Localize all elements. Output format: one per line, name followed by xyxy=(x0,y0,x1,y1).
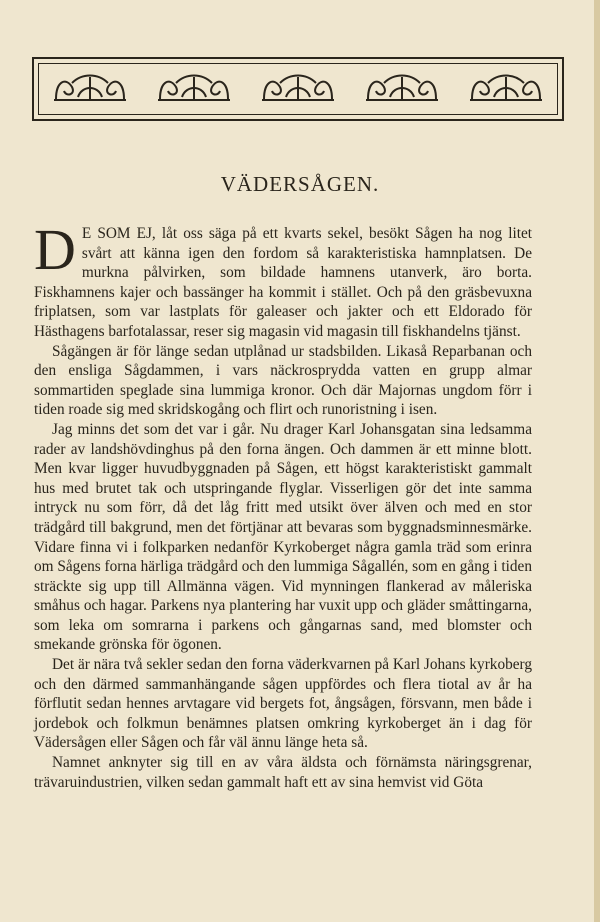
floral-vine-ornament-icon xyxy=(156,71,232,103)
floral-vine-ornament-icon xyxy=(260,71,336,103)
paragraph-5: Namnet anknyter sig till en av våra äldsta och förnämsta näringsgrenar, trävaruindustrien, vilken sedan gammalt haft ett av sina hemvist vid Göta xyxy=(34,754,532,791)
body-text xyxy=(34,217,532,792)
paragraph-1 xyxy=(34,217,532,342)
floral-vine-ornament-icon xyxy=(468,71,544,103)
page-edge xyxy=(594,0,600,922)
ornament-row xyxy=(52,71,544,103)
paragraph-3: Jag minns det som det var i går. Nu drager Karl Johansgatan sina ledsamma rader av landshövdinghus på den forna ängen. Och dammen är ett minne blott. Men kvar ligger huvudbyggnaden på Sågen, ett högst karakteristiskt gammalt hus med brutet tak och utspringande flyglar. Visserligen gör det inte samma intryck nu som förr, då det låg fritt med utsikt över älven och med en stor trädgård till bakgrund, men det förtjänar att bevaras som byggnadsminnesmärke. Vidare finna vi i folkparken nedanför Kyrkoberget några gamla träd som erinra om Sågens forna härliga trädgård och den lummiga Sågallén, som en gång i tiden sträckte sig upp till Allmänna vägen. Vid mynningen flankerad av måleriska småhus och hagar. Parkens nya plantering har vuxit upp och gläder småttingarna, som leka om somrarna i parkens och gångarnas sand, med blomster och smekande grönska för ögonen. xyxy=(34,420,532,654)
floral-vine-ornament-icon xyxy=(52,71,128,103)
drop-cap: D xyxy=(34,217,76,282)
paragraph-2: Sågängen är för länge sedan utplånad ur stadsbilden. Likaså Reparbanan och den ensliga Sågdammen, i vars näckrosprydda vatten en grupp almar sommartiden speglade sina lummiga kronor. Och där Majornas ungdom förr i tiden roade sig med skridskogång och flirt och runoristning i isen. xyxy=(34,342,532,419)
floral-vine-ornament-icon xyxy=(364,71,440,103)
paragraph-4: Det är nära två sekler sedan den forna väderkvarnen på Karl Johans kyrkoberg och den därmed sammanhängande sågen uppfördes och flera tiotal av år ha förflutit sedan hennes arvtagare vid bergets fot, ångsågen, försvann, men både i jordebok och folkmun benämnes platsen omkring kyrkoberget än i dag för Vädersågen eller Sågen och får väl ännu länge heta så. xyxy=(34,656,532,752)
paragraph-1-text: E SOM EJ, låt oss säga på ett kvarts sekel, besökt Sågen ha nog litet svårt att känna igen den fordom så karakteristiska hamnplatsen. De murkna pålvirken, som bildade hamnens utanverk, äro borta. Fiskhamnens kajer och bassänger ha kommit i stället. Och på den gräsbevuxna friplatsen, som var lastplats för galeaser och jakter och ett Eldorado för Hästhagens barfotalassar, reser sig magasin vid magasin till fiskhandelns tjänst. xyxy=(34,225,532,340)
chapter-title: VÄDERSÅGEN. xyxy=(220,172,380,196)
ornamental-header-frame xyxy=(32,57,564,121)
